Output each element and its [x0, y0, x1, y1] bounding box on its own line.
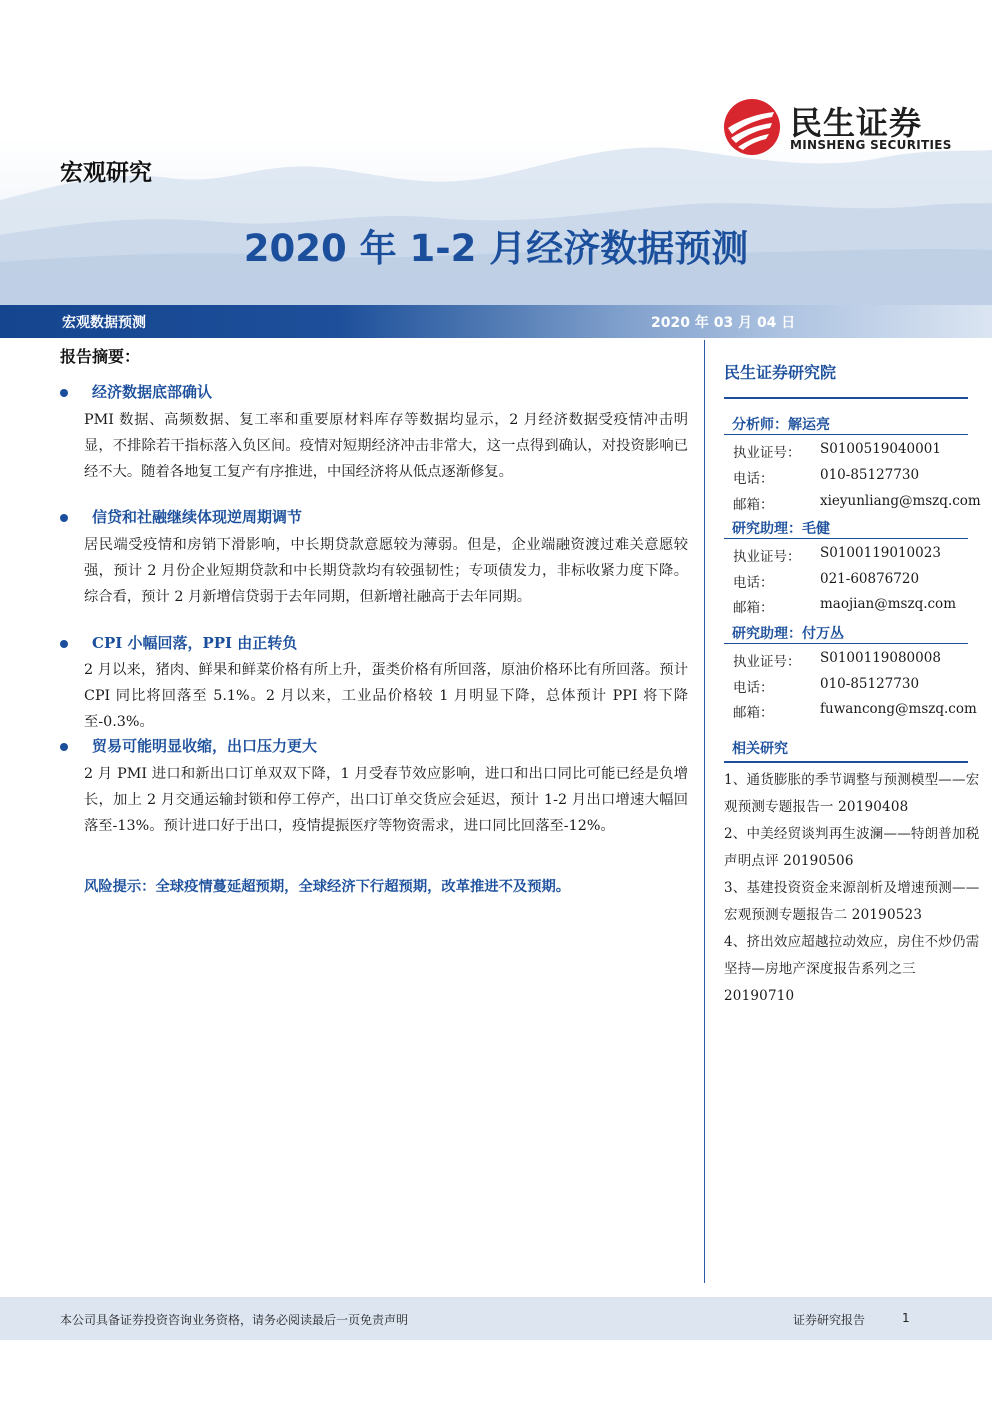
section-heading: [60, 506, 302, 527]
role-underline: [724, 643, 968, 644]
email-link[interactable]: maojian@mszq.com: [820, 596, 956, 612]
related-research-list: [724, 767, 984, 1010]
email-label: 邮箱：: [733, 600, 774, 616]
related-research-item[interactable]: 2、中美经贸谈判再生波澜——特朗普加税声明点评 20190506: [724, 826, 980, 869]
cert-number: S0100119080008: [820, 650, 941, 666]
footer-report-type: 证券研究报告: [793, 1313, 866, 1327]
risk-warning: 风险提示：全球疫情蔓延超预期，全球经济下行超预期，改革推进不及预期。: [84, 879, 571, 895]
phone-number: 021-60876720: [820, 571, 920, 587]
phone-number: 010-85127730: [820, 676, 920, 692]
section-heading-text: 贸易可能明显收缩，出口压力更大: [92, 737, 318, 755]
footer-disclaimer: 本公司具备证券投资咨询业务资格，请务必阅读最后一页免责声明: [60, 1313, 409, 1327]
role-underline: [724, 434, 968, 435]
bullet-icon: [60, 514, 68, 522]
cert-number: S0100519040001: [820, 441, 941, 457]
sidebar-rule: [724, 761, 968, 763]
cert-label: 执业证号：: [733, 654, 801, 670]
report-category: 宏观研究: [60, 160, 152, 186]
phone-label: 电话：: [733, 471, 774, 487]
banner-report-type: 宏观数据预测: [62, 315, 146, 331]
email-label: 邮箱：: [733, 497, 774, 513]
cert-label: 执业证号：: [733, 549, 801, 565]
sidebar-rule: [724, 397, 968, 399]
analyst-role: 分析师：解运亮: [732, 417, 830, 433]
analyst-role: 研究助理：付万丛: [732, 626, 844, 642]
phone-label: 电话：: [733, 680, 774, 696]
phone-label: 电话：: [733, 575, 774, 591]
page-number: 1: [902, 1311, 910, 1325]
analyst-role: 研究助理：毛健: [732, 521, 830, 537]
section-heading: [60, 381, 212, 402]
company-logo: [722, 98, 952, 156]
related-research-heading: 相关研究: [732, 741, 788, 757]
report-title: 2020 年 1-2 月经济数据预测: [243, 227, 749, 270]
email-label: 邮箱：: [733, 705, 774, 721]
section-heading: [60, 735, 317, 756]
related-research-item[interactable]: 4、挤出效应超越拉动效应，房住不炒仍需坚持—房地产深度报告系列之三 20190710: [724, 934, 980, 1004]
bullet-icon: [60, 743, 68, 751]
section-body: 2 月以来，猪肉、鲜果和鲜菜价格有所上升，蛋类价格有所回落，原油价格环比有所回落。预计 CPI 同比将回落至 5.1%。2 月以来，工业品价格较 1 月明显下降，总体预计 PPI 将下降至-0.3%。: [84, 662, 688, 730]
logo-chinese-name: 民生证券: [790, 104, 923, 142]
section-heading-text: CPI 小幅回落，PPI 由正转负: [92, 634, 298, 652]
page-footer: [0, 1297, 992, 1340]
institute-name: 民生证券研究院: [724, 363, 837, 382]
bullet-icon: [60, 640, 68, 648]
section-body: 2 月 PMI 进口和新出口订单双双下降，1 月受春节效应影响，进口和出口同比可能已经是负增长，加上 2 月交通运输封锁和停工停产，出口订单交货应会延迟，预计 1-2 月出口增速大幅回落至-13%。预计进口好于出口，疫情提振医疗等物资需求，进口同比回落至-12%。: [84, 766, 688, 834]
minsheng-logo-icon: [722, 98, 782, 156]
logo-english-name: MINSHENG SECURITIES: [790, 138, 952, 152]
title-banner: [0, 305, 992, 338]
cert-label: 执业证号：: [733, 445, 801, 461]
related-research-item[interactable]: 1、通货膨胀的季节调整与预测模型——宏观预测专题报告一 20190408: [724, 772, 980, 815]
summary-heading: 报告摘要：: [60, 347, 141, 366]
section-heading: [60, 632, 297, 653]
email-link[interactable]: xieyunliang@mszq.com: [820, 493, 981, 509]
section-heading-text: 经济数据底部确认: [92, 383, 213, 401]
report-date: 2020 年 03 月 04 日: [651, 315, 796, 331]
section-body: 居民端受疫情和房销下滑影响，中长期贷款意愿较为薄弱。但是，企业端融资渡过难关意愿较强，预计 2 月份企业短期贷款和中长期贷款均有较强韧性；专项债发力，非标收紧力度下降。综合看，预计 2 月新增信贷弱于去年同期，但新增社融高于去年同期。: [84, 537, 688, 605]
cert-number: S0100119010023: [820, 545, 941, 561]
bullet-icon: [60, 389, 68, 397]
email-link[interactable]: fuwancong@mszq.com: [820, 701, 977, 717]
phone-number: 010-85127730: [820, 467, 920, 483]
column-divider: [704, 340, 705, 1283]
role-underline: [724, 538, 968, 539]
section-heading-text: 信贷和社融继续体现逆周期调节: [92, 508, 303, 526]
section-body: PMI 数据、高频数据、复工率和重要原材料库存等数据均显示，2 月经济数据受疫情冲击明显，不排除若干指标落入负区间。疫情对短期经济冲击非常大，这一点得到确认，对投资影响已经不大。随着各地复工复产有序推进，中国经济将从低点逐渐修复。: [84, 412, 688, 480]
related-research-item[interactable]: 3、基建投资资金来源剖析及增速预测——宏观预测专题报告二 20190523: [724, 880, 980, 923]
